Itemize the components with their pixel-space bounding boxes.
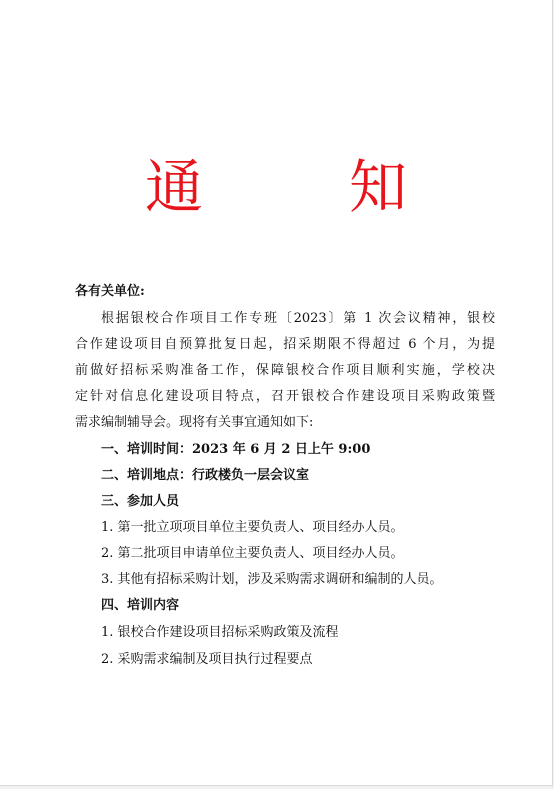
paragraph-line: 前做好招标采购准备工作，保障银校合作项目顺利实施，学校决 [75,363,495,378]
notice-title: 通 知 [144,153,451,221]
content-item: 1. 银校合作建设项目招标采购政策及流程 [101,625,339,640]
section-participants-heading: 三、参加人员 [101,494,180,509]
paragraph-line: 合作建设项目自预算批复日起，招采期限不得超过 6 个月，为提 [75,337,495,352]
participant-item: 1. 第一批立项项目单位主要负责人、项目经办人员。 [101,520,404,535]
section-training-time: 一、培训时间：2023 年 6 月 2 日上午 9:00 [101,442,371,457]
participant-item: 3. 其他有招标采购计划，涉及采购需求调研和编制的人员。 [101,572,443,587]
section-training-location: 二、培训地点：行政楼负一层会议室 [101,468,310,483]
section-content-heading: 四、培训内容 [101,598,180,613]
paragraph-line: 定针对信息化建设项目特点，召开银校合作建设项目采购政策暨 [75,389,495,404]
salutation: 各有关单位: [75,284,145,299]
content-item: 2. 采购需求编制及项目执行过程要点 [101,652,313,667]
paragraph-line: 根据银校合作项目工作专班〔2023〕第 1 次会议精神，银校 [101,311,495,326]
paragraph-line: 需求编制辅导会。现将有关事宜通知如下: [75,415,314,430]
participant-item: 2. 第二批项目申请单位主要负责人、项目经办人员。 [101,546,404,561]
